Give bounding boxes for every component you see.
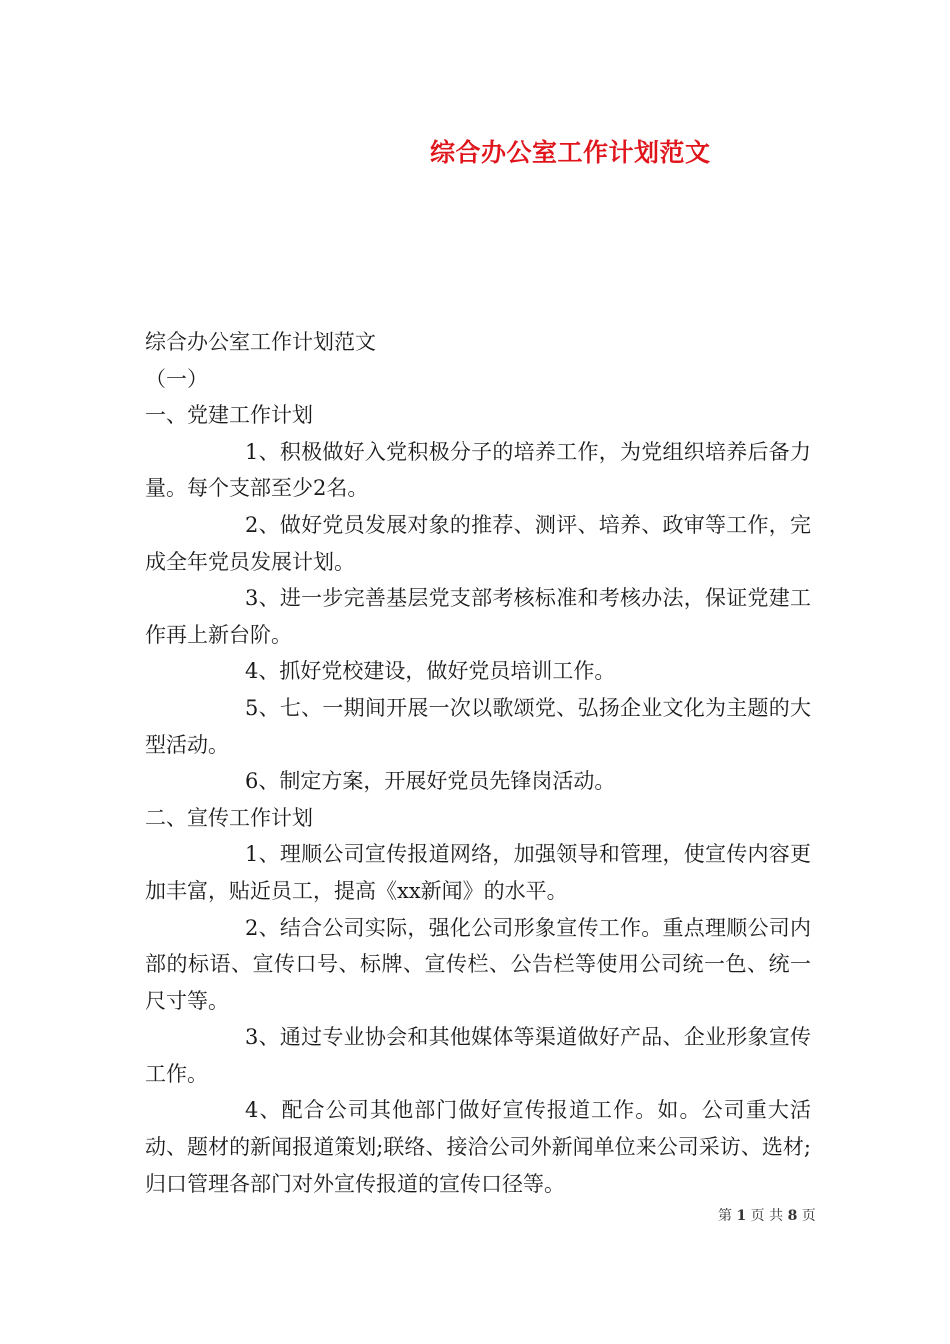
list-item: 5、七、一期间开展一次以歌颂党、弘扬企业文化为主题的大型活动。	[145, 695, 811, 757]
list-item: 3、通过专业协会和其他媒体等渠道做好产品、企业形象宣传工作。	[145, 1025, 811, 1086]
section-heading-publicity: 二、宣传工作计划	[145, 805, 313, 830]
list-item: 1、积极做好入党积极分子的培养工作，为党组织培养后备力量。每个支部至少2名。	[145, 439, 811, 501]
footer-suffix: 页	[801, 1208, 816, 1224]
list-item: 2、做好党员发展对象的推荐、测评、培养、政审等工作，完成全年党员发展计划。	[145, 512, 811, 574]
section-heading-party: 一、党建工作计划	[145, 403, 313, 428]
document-title: 综合办公室工作计划范文	[145, 330, 376, 354]
footer-middle: 页 共	[750, 1208, 784, 1224]
list-item: 4、抓好党校建设，做好党员培训工作。	[245, 659, 616, 684]
list-item: 1、理顺公司宣传报道网络，加强领导和管理，使宣传内容更加丰富，贴近员工，提高《xx新闻》的水平。	[145, 842, 811, 903]
footer-total-pages: 8	[787, 1208, 798, 1224]
page-footer	[718, 1205, 816, 1225]
list-item: 6、制定方案，开展好党员先锋岗活动。	[245, 769, 616, 794]
document-subtitle: （一）	[145, 366, 208, 391]
footer-current-page: 1	[736, 1208, 747, 1224]
list-item: 2、结合公司实际，强化公司形象宣传工作。重点理顺公司内部的标语、宣传口号、标牌、宣传栏、公告栏等使用公司统一色、统一尺寸等。	[145, 915, 811, 1013]
list-item: 3、进一步完善基层党支部考核标准和考核办法，保证党建工作再上新台阶。	[145, 586, 811, 647]
document-body	[145, 324, 811, 1202]
list-item: 4、配合公司其他部门做好宣传报道工作。如。公司重大活动、题材的新闻报道策划;联络、接洽公司外新闻单位来公司采访、选材;归口管理各部门对外宣传报道的宣传口径等。	[145, 1098, 811, 1196]
header-title: 综合办公室工作计划范文	[430, 138, 711, 167]
footer-prefix: 第	[718, 1208, 732, 1224]
